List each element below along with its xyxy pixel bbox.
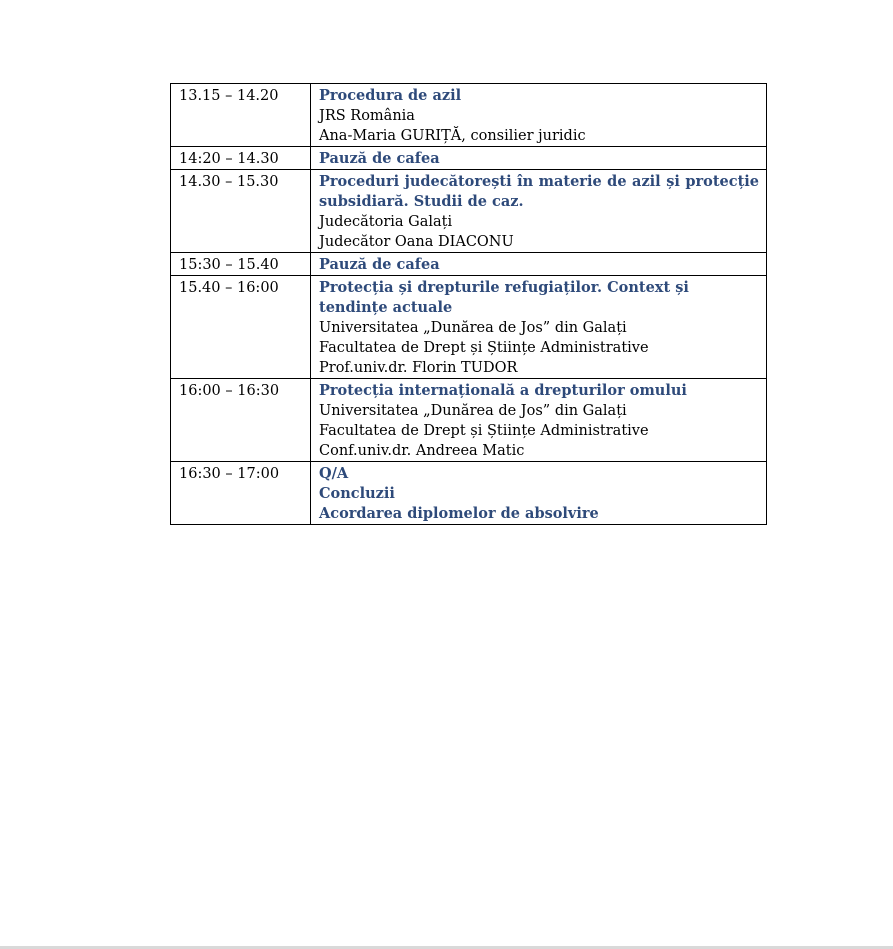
session-time: 15.40 – 16:00 [171, 276, 311, 379]
session-content [311, 276, 767, 379]
session-content [311, 84, 767, 147]
agenda-row [171, 253, 767, 276]
session-faculty: Facultatea de Drept și Științe Administrative [319, 340, 649, 356]
session-title-diplomas: Acordarea diplomelor de absolvire [319, 505, 599, 522]
agenda-row [171, 379, 767, 462]
session-content [311, 147, 767, 170]
session-title-conclusions: Concluzii [319, 485, 395, 502]
agenda-row [171, 84, 767, 147]
session-title: Protecția internațională a drepturilor omului [319, 382, 687, 399]
session-content [311, 170, 767, 253]
session-title: Proceduri judecătorești în materie de azil și protecție subsidiară. Studii de caz. [319, 173, 759, 210]
session-content [311, 462, 767, 525]
session-title: Pauză de cafea [319, 150, 440, 167]
agenda-row [171, 276, 767, 379]
agenda-row [171, 462, 767, 525]
session-content [311, 253, 767, 276]
session-title: Pauză de cafea [319, 256, 440, 273]
session-faculty: Facultatea de Drept și Științe Administrative [319, 423, 649, 439]
session-time: 13.15 – 14.20 [171, 84, 311, 147]
session-time: 14.30 – 15.30 [171, 170, 311, 253]
session-organization: Universitatea „Dunărea de Jos” din Galați [319, 320, 627, 336]
agenda-table [170, 83, 767, 525]
session-title: Protecția și drepturile refugiaților. Context și tendințe actuale [319, 279, 689, 316]
session-speaker: Conf.univ.dr. Andreea Matic [319, 443, 525, 459]
session-title: Procedura de azil [319, 87, 462, 104]
session-time: 15:30 – 15.40 [171, 253, 311, 276]
session-content [311, 379, 767, 462]
session-speaker: Judecător Oana DIACONU [319, 234, 514, 250]
agenda-row [171, 147, 767, 170]
session-organization: JRS România [319, 108, 415, 124]
session-title-qa: Q/A [319, 465, 349, 482]
agenda-row [171, 170, 767, 253]
session-time: 16:30 – 17:00 [171, 462, 311, 525]
session-organization: Judecătoria Galați [319, 214, 453, 230]
session-speaker: Prof.univ.dr. Florin TUDOR [319, 360, 518, 376]
session-time: 16:00 – 16:30 [171, 379, 311, 462]
session-organization: Universitatea „Dunărea de Jos” din Galați [319, 403, 627, 419]
session-speaker: Ana-Maria GURIȚĂ, consilier juridic [319, 128, 586, 144]
session-time: 14:20 – 14.30 [171, 147, 311, 170]
